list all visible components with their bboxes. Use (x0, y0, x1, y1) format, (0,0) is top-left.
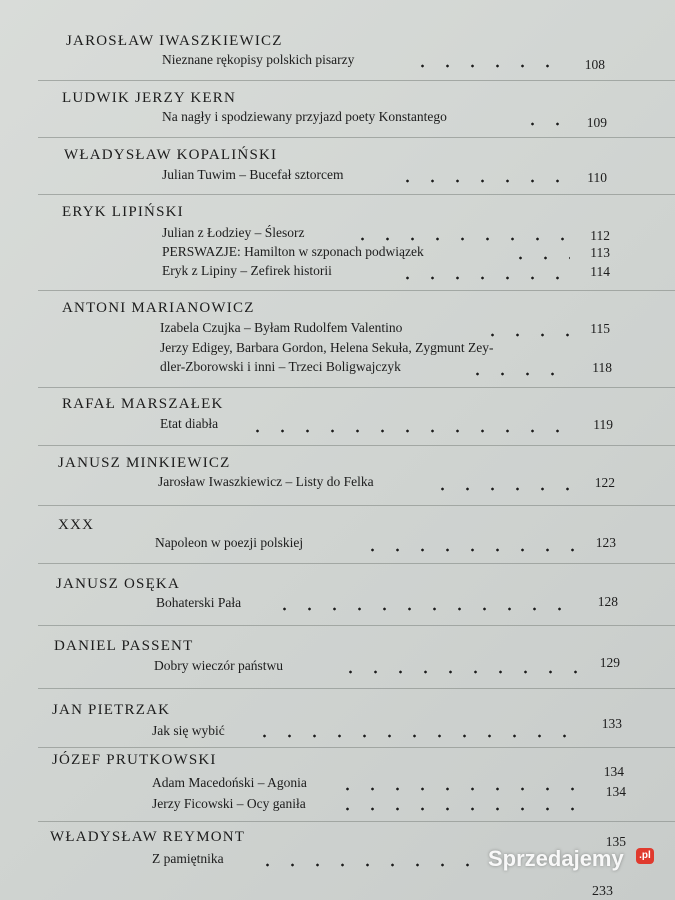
section-divider (38, 505, 675, 506)
section-divider (38, 625, 675, 626)
toc-entry-title: Napoleon w poezji polskiej (155, 535, 304, 550)
leader-dots (252, 734, 582, 738)
toc-entry-title: Jarosław Iwaszkiewicz – Listy do Felka (158, 474, 374, 489)
toc-entry-title: Nieznane rękopisy polskich pisarzy (162, 52, 355, 67)
toc-entry-title: Bohaterski Pała (156, 595, 242, 610)
author-heading: JANUSZ OSĘKA (56, 576, 180, 592)
toc-entry-page: 119 (593, 417, 613, 432)
toc-entry-page: 134 (605, 784, 626, 799)
author-heading: JÓZEF PRUTKOWSKI (52, 752, 217, 768)
author-heading: XXX (58, 517, 95, 533)
toc-entry-title: PERSWAZJE: Hamilton w szponach podwiązek (162, 244, 424, 259)
section-divider (38, 387, 675, 388)
toc-entry-title: Eryk z Lipiny – Zefirek historii (162, 263, 332, 278)
section-divider (38, 445, 675, 446)
author-heading: JAN PIETRZAK (52, 702, 171, 718)
toc-entry-title: Jerzy Ficowski – Ocy ganiła (152, 796, 306, 811)
toc-entry-page: 110 (587, 170, 607, 185)
toc-entry-page: 135 (605, 834, 626, 849)
leader-dots (395, 276, 575, 280)
toc-entry-page: 134 (603, 764, 624, 779)
toc-entry-page: 109 (586, 115, 607, 130)
leader-dots (255, 863, 485, 867)
author-heading: DANIEL PASSENT (54, 638, 194, 654)
toc-entry-page: 113 (590, 245, 610, 260)
leader-dots (335, 807, 582, 811)
section-divider (38, 194, 675, 195)
leader-dots (410, 64, 560, 68)
author-heading: JANUSZ MINKIEWICZ (58, 455, 231, 471)
author-heading: WŁADYSŁAW KOPALIŃSKI (64, 147, 278, 163)
leader-dots (395, 179, 570, 183)
leader-dots (335, 787, 580, 791)
leader-dots (272, 607, 577, 611)
toc-entry-page: 118 (592, 360, 612, 375)
section-divider (38, 821, 675, 822)
section-divider (38, 747, 675, 748)
toc-entry-page: 123 (595, 535, 616, 550)
toc-entry-page: 108 (584, 57, 605, 72)
leader-dots (520, 122, 565, 126)
toc-entry-page: 112 (590, 228, 610, 243)
leader-dots (360, 548, 578, 552)
author-heading: ERYK LIPIŃSKI (62, 204, 184, 220)
toc-entry-page: 129 (599, 655, 620, 670)
toc-entry-page: 114 (590, 264, 610, 279)
toc-entry-page: 122 (594, 475, 615, 490)
watermark-logo: Sprzedajemy (488, 846, 624, 871)
leader-dots (480, 333, 570, 337)
page-number: 233 (592, 884, 613, 899)
toc-entry-title: Jak się wybić (152, 723, 225, 738)
toc-entry-title: dler-Zborowski i inni – Trzeci Boligwajczyk (160, 359, 401, 374)
toc-entry-title: Julian z Łodziey – Ślesorz (162, 225, 305, 240)
toc-entry-title: Izabela Czujka – Byłam Rudolfem Valentino (160, 320, 403, 335)
toc-entry-title: Etat diabła (160, 416, 219, 431)
leader-dots (430, 487, 578, 491)
leader-dots (350, 237, 575, 241)
author-heading: LUDWIK JERZY KERN (62, 90, 236, 106)
watermark-badge: .pl (636, 848, 654, 864)
author-heading: WŁADYSŁAW REYMONT (50, 829, 246, 845)
leader-dots (465, 372, 575, 376)
toc-entry-title: Adam Macedoński – Agonia (152, 775, 307, 790)
toc-entry-title: Na nagły i spodziewany przyjazd poety Konstantego (162, 109, 447, 124)
toc-entry-page: 115 (590, 321, 610, 336)
section-divider (38, 688, 675, 689)
author-heading: RAFAŁ MARSZAŁEK (62, 396, 224, 412)
toc-entry-title: Dobry wieczór państwu (154, 658, 283, 673)
section-divider (38, 137, 675, 138)
toc-entry-title: Z pamiętnika (152, 851, 224, 866)
toc-entry-page: 128 (597, 594, 618, 609)
toc-entry-title: Jerzy Edigey, Barbara Gordon, Helena Sekuła, Zygmunt Zey- (160, 340, 494, 355)
section-divider (38, 80, 675, 81)
toc-entry-title: Julian Tuwim – Bucefał sztorcem (162, 167, 344, 182)
author-heading: JAROSŁAW IWASZKIEWICZ (66, 33, 283, 49)
author-heading: ANTONI MARIANOWICZ (62, 300, 255, 316)
leader-dots (508, 256, 570, 260)
toc-entry-page: 133 (601, 716, 622, 731)
leader-dots (245, 429, 575, 433)
section-divider (38, 563, 675, 564)
section-divider (38, 290, 675, 291)
leader-dots (338, 670, 581, 674)
